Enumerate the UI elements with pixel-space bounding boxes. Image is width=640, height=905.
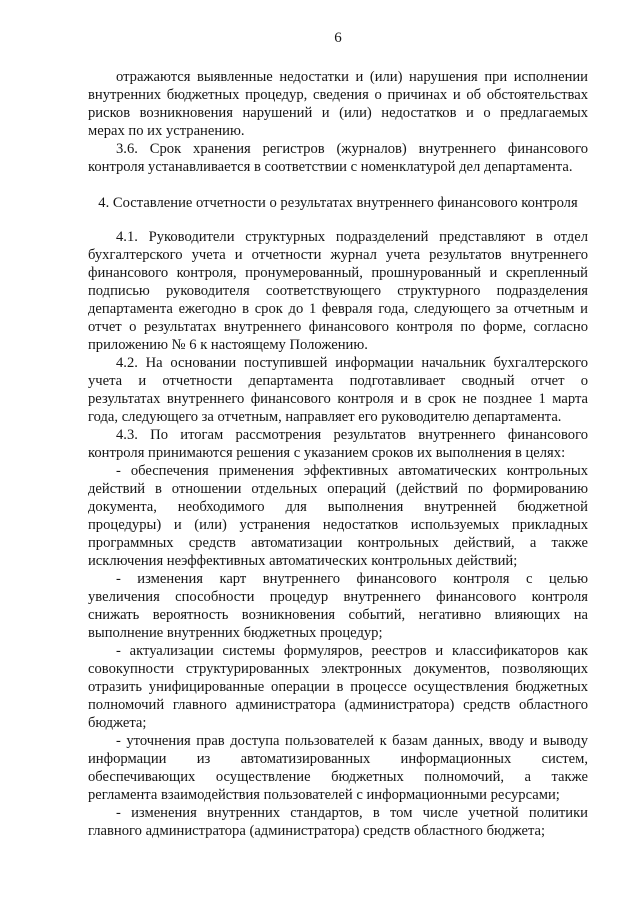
text-line: 4.3. По итогам рассмотрения результатов внутреннего финансового (116, 427, 588, 443)
text-line: приложению № 6 к настоящему Положению. (88, 337, 368, 353)
text-line: информации из автоматизированных информационных систем, (88, 751, 588, 767)
text-line: учета и отчетности департамента подготавливает сводный отчет о (88, 373, 588, 389)
text-line: контроля принимаются решения с указанием сроков их выполнения в целях: (88, 445, 566, 461)
text-line: года, следующего за отчетным, направляет его руководителю департамента. (88, 409, 562, 425)
text-line: - обеспечения применения эффективных автоматических контрольных (116, 463, 588, 479)
text-line: - изменения внутренних стандартов, в том числе учетной политики (116, 805, 588, 821)
text-line: бухгалтерского учета и отчетности журнал учета результатов внутреннего (88, 247, 588, 263)
text-line: отчет о результатах внутреннего финансового контроля по форме, согласно (88, 319, 588, 335)
text-line: программных средств автоматизации контрольных действий, а также (88, 535, 588, 551)
text-line: результатах внутреннего финансового контроля и в срок не позднее 1 марта (88, 391, 588, 407)
text-line: подписью руководителя соответствующего структурного подразделения (88, 283, 588, 299)
text-line: отразить унифицированные операции в процессе осуществления бюджетных (88, 679, 588, 695)
text-line: 3.6. Срок хранения регистров (журналов) внутреннего финансового (116, 141, 588, 157)
text-line: - уточнения прав доступа пользователей к базам данных, вводу и выводу (116, 733, 588, 749)
text-line: финансового контроля, пронумерованный, прошнурованный и скрепленный (88, 265, 588, 281)
text-line: документа, необходимого для выполнения внутренней бюджетной (88, 499, 588, 515)
text-line: исключения неэффективных автоматических контрольных действий; (88, 553, 518, 569)
text-line: мерах по их устранению. (88, 123, 245, 139)
text-line: совокупности структурированных электронных документов, позволяющих (88, 661, 588, 677)
text-line: обеспечивающих осуществление бюджетных полномочий, а также (88, 769, 588, 785)
text-line: 4.2. На основании поступившей информации начальник бухгалтерского (116, 355, 588, 371)
text-line: контроля устанавливается в соответствии с номенклатурой дел департамента. (88, 159, 573, 175)
text-line: снижать вероятность возникновения событий, негативно влияющих на (88, 607, 588, 623)
text-line: рисков возникновения нарушений и (или) недостатков и о предлагаемых (88, 105, 588, 121)
text-line: главного администратора (администратора) средств областного бюджета; (88, 823, 546, 839)
text-line: полномочий главного администратора (администратора) средств областного (88, 697, 588, 713)
text-line: выполнение внутренних бюджетных процедур; (88, 625, 383, 641)
document-page (88, 0, 588, 905)
section-heading-4: 4. Составление отчетности о результатах внутреннего финансового контроля (98, 195, 578, 211)
text-line: внутренних бюджетных процедур, сведения о причинах и об обстоятельствах (88, 87, 588, 103)
text-line: процедуры) и (или) устранения недостатков используемых прикладных (88, 517, 588, 533)
text-line: увеличения способности процедур внутреннего финансового контроля (88, 589, 588, 605)
text-line: регламента взаимодействия пользователей с информационными ресурсами; (88, 787, 560, 803)
text-line: 4.1. Руководители структурных подразделений представляют в отдел (116, 229, 588, 245)
text-line: - изменения карт внутреннего финансового контроля с целью (116, 571, 588, 587)
page-number: 6 (334, 30, 342, 46)
text-line: действий в отношении отдельных операций (действий по формированию (88, 481, 588, 497)
text-line: отражаются выявленные недостатки и (или) нарушения при исполнении (116, 69, 588, 85)
text-line: департамента ежегодно в срок до 1 февраля года, следующего за отчетным и (88, 301, 588, 317)
text-line: - актуализации системы формуляров, реестров и классификаторов как (116, 643, 588, 659)
text-line: бюджета; (88, 715, 147, 731)
